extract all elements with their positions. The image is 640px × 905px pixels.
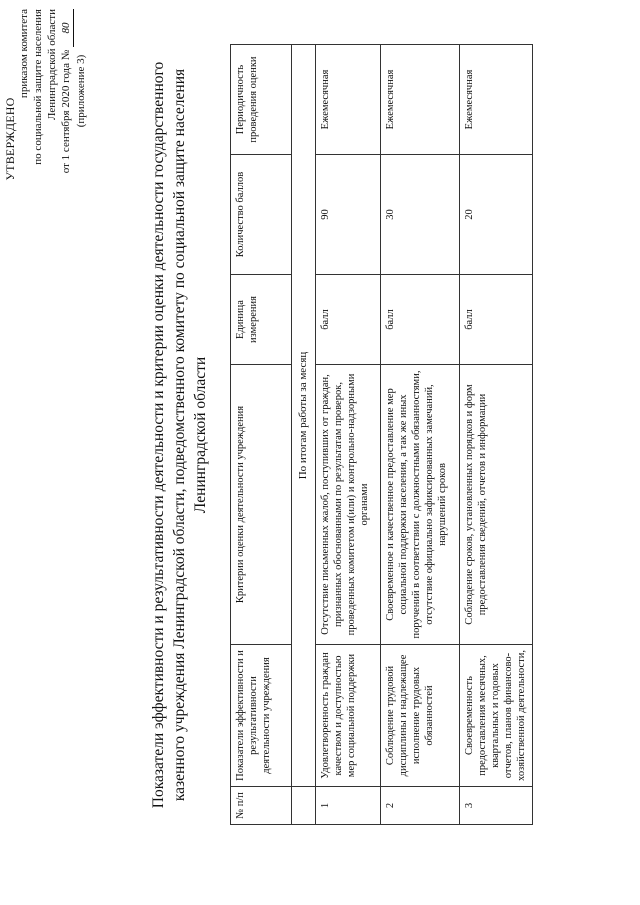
approval-date: от 1 сентября 2020 года № — [60, 49, 72, 174]
header-unit: Единица измерения — [231, 275, 292, 365]
row-number: 3 — [460, 787, 533, 825]
approval-line-4 — [59, 9, 74, 269]
approval-line-2: по социальной защите населения — [32, 9, 44, 165]
header-number: № п/п — [231, 787, 292, 825]
row-criteria: Соблюдение сроков, установленных порядков и форм предоставления сведений, отчетов и информации — [460, 365, 533, 645]
row-points: 30 — [381, 155, 460, 275]
row-period: Ежемесячная — [460, 45, 533, 155]
indicators-table — [230, 44, 533, 825]
title-line-1: Показатели эффективности и результативности деятельности и критерии оценки деятельности государственного — [150, 61, 167, 809]
section-label: По итогам работы за месяц — [292, 45, 316, 787]
approval-line-1: приказом комитета — [18, 9, 30, 99]
row-indicator: Удовлетворенность граждан качеством и доступностью мер социальной поддержки — [316, 645, 381, 787]
row-number: 1 — [316, 787, 381, 825]
header-indicator: Показатели эффективности и результативности деятельности учреждения — [231, 645, 292, 787]
row-criteria: Отсутствие письменных жалоб, поступивших от граждан, признанных обоснованными по результатам проверок, проведенных комитетом и(или) и контрольно-надзорными органами — [316, 365, 381, 645]
row-unit: балл — [460, 275, 533, 365]
row-period: Ежемесячная — [381, 45, 460, 155]
row-indicator: Своевременность предоставления месячных, квартальных и годовых отчетов, планов финансово-хозяйственной деятельности, — [460, 645, 533, 787]
approval-stamp — [3, 9, 88, 269]
section-row — [292, 45, 316, 825]
approval-line-3: Ленинградской области — [46, 9, 58, 120]
header-period: Периодичность проведения оценки — [231, 45, 292, 155]
row-indicator: Соблюдение трудовой дисциплины и надлежащее исполнение трудовых обязанностей — [381, 645, 460, 787]
approval-title: УТВЕРЖДЕНО — [3, 97, 17, 181]
title-line-3: Ленинградской области — [192, 356, 209, 514]
row-criteria: Своевременное и качественное предоставление мер социальной поддержки населения, а так же иных поручений в соответствии с должностными обязанностями, отсутствие официально зафиксированных замечаний, нарушений сроков — [381, 365, 460, 645]
table-row — [460, 45, 533, 825]
approval-number: 80 — [59, 9, 74, 47]
approval-annex: (приложение 3) — [75, 54, 87, 128]
row-points: 20 — [460, 155, 533, 275]
table-row — [381, 45, 460, 825]
row-points: 90 — [316, 155, 381, 275]
section-spacer — [292, 787, 316, 825]
title-line-2: казенного учреждения Ленинградской области, подведомственного комитету по социальной защите населения — [171, 68, 188, 802]
header-criteria: Критерии оценки деятельности учреждения — [231, 365, 292, 645]
row-number: 2 — [381, 787, 460, 825]
document-title — [148, 50, 211, 820]
row-unit: балл — [381, 275, 460, 365]
row-unit: балл — [316, 275, 381, 365]
header-points: Количество баллов — [231, 155, 292, 275]
row-period: Ежемесячная — [316, 45, 381, 155]
table-header-row — [231, 45, 292, 825]
table-row — [316, 45, 381, 825]
